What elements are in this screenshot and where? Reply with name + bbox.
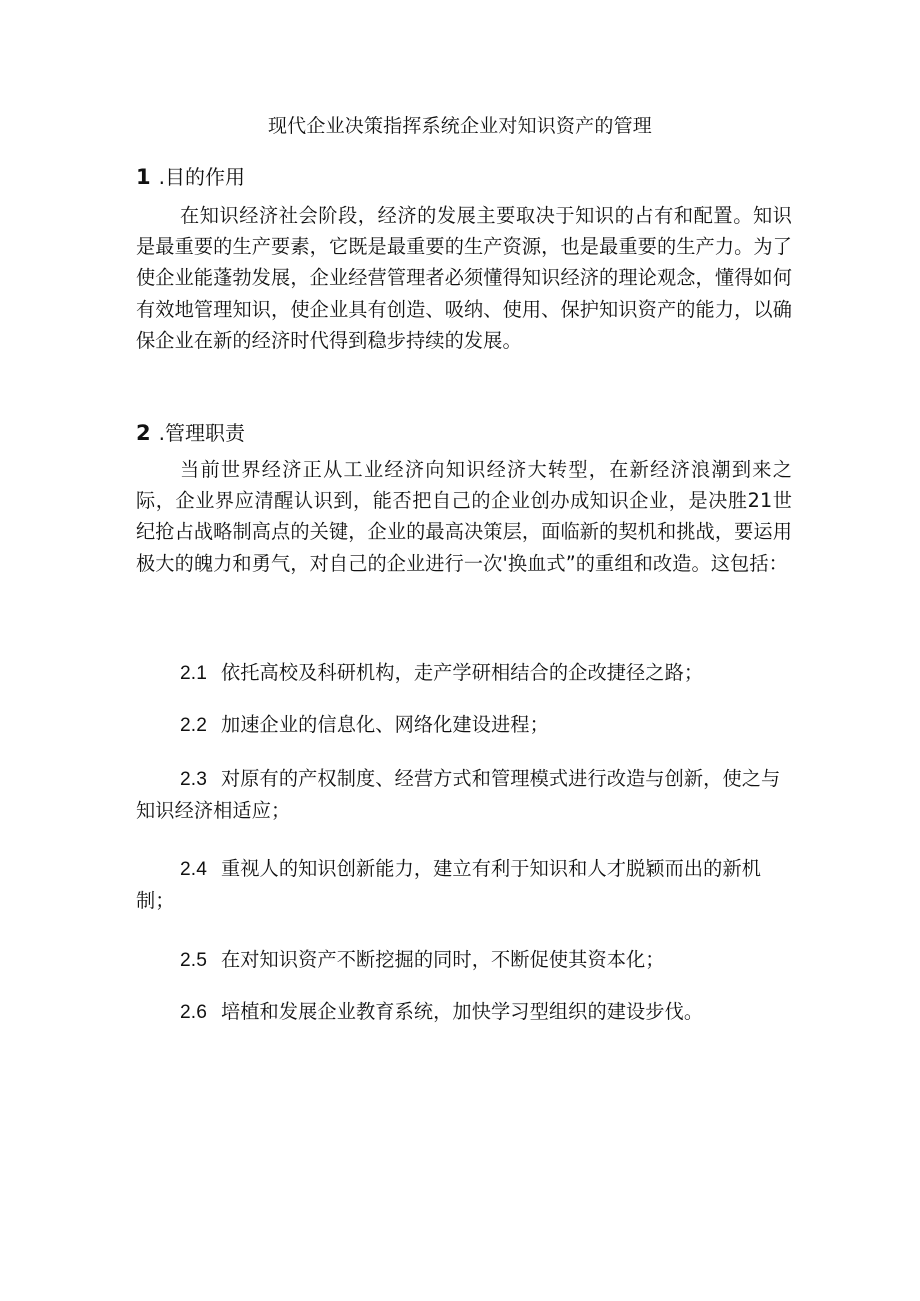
list-item-number: 2.2 [180, 715, 207, 736]
section-title: .目的作用 [158, 165, 245, 189]
section-paragraph-2: 当前世界经济正从工业经济向知识经济大转型，在新经济浪潮到来之际，企业界应清醒认识到，能否把自己的企业创办成知识企业，是决胜21世纪抢占战略制高点的关键，企业的最高决策层，面临新的契机和挑战，要运用极大的魄力和勇气，对自己的企业进行一次'换血式”的重组和改造。这包括： [136, 458, 792, 575]
list-item-number: 2.4 [180, 859, 207, 880]
list-item-text: 培植和发展企业教育系统，加快学习型组织的建设步伐。 [220, 1000, 704, 1023]
list-item [136, 944, 786, 976]
list-item [136, 763, 786, 826]
document-title: 现代企业决策指挥系统企业对知识资产的管理 [267, 115, 652, 137]
list-item [136, 996, 786, 1028]
list-item-number: 2.1 [180, 663, 207, 684]
section-number: 1 [136, 165, 151, 189]
list-item-text: 重视人的知识创新能力，建立有利于知识和人才脱颖而出的新机制； [136, 857, 762, 912]
list-item-text: 加速企业的信息化、网络化建设进程； [220, 713, 549, 736]
list-item-number: 2.6 [180, 1002, 207, 1023]
list-item-text: 依托高校及科研机构，走产学研相结合的企改捷径之路； [220, 661, 704, 684]
list-item [136, 853, 786, 916]
list-item-number: 2.3 [180, 769, 207, 790]
section-number: 2 [136, 421, 151, 445]
list-item-number: 2.5 [180, 950, 207, 971]
section-paragraph-1: 在知识经济社会阶段，经济的发展主要取决于知识的占有和配置。知识是最重要的生产要素，它既是最重要的生产资源，也是最重要的生产力。为了使企业能蓬勃发展，企业经营管理者必须懂得知识经济的理论观念，懂得如何有效地管理知识，使企业具有创造、吸纳、使用、保护知识资产的能力，以确保企业在新的经济时代得到稳步持续的发展。 [136, 204, 792, 352]
section-heading-1 [136, 164, 245, 190]
list-item-text: 对原有的产权制度、经营方式和管理模式进行改造与创新，使之与知识经济相适应； [136, 767, 781, 822]
list-item-text: 在对知识资产不断挖掘的同时，不断促使其资本化； [220, 948, 665, 971]
section-heading-2 [136, 420, 245, 446]
list-item [136, 709, 786, 741]
list-item [136, 657, 786, 689]
section-title: .管理职责 [158, 421, 245, 445]
